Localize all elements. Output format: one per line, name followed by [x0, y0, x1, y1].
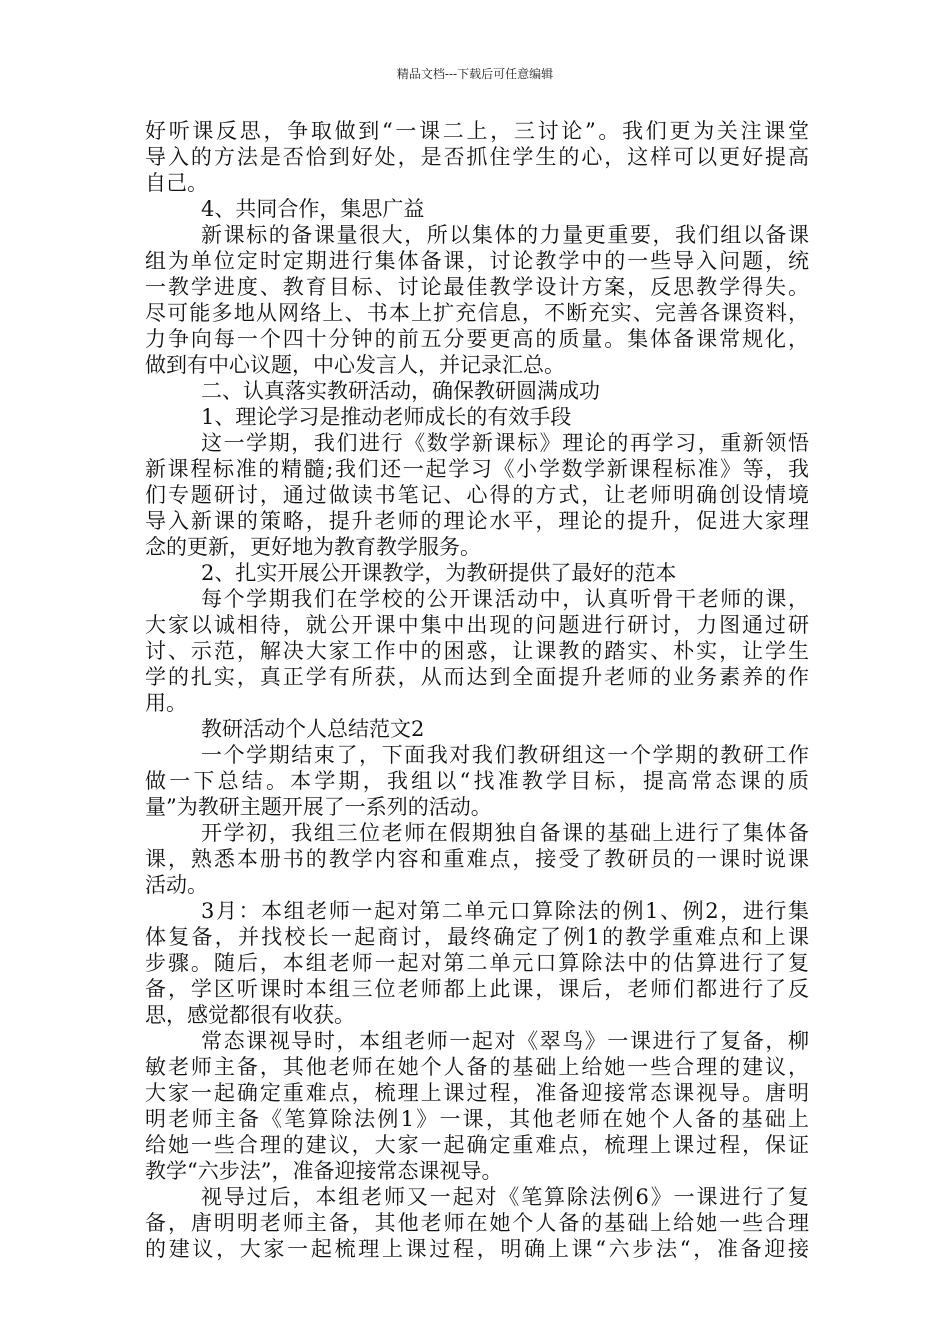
text-line: 敏老师主备，其他老师在她个人备的基础上给她一些合理的建议， — [145, 1055, 809, 1079]
text-line: 学的扎实，真正学有所获，从而达到全面提升老师的业务素养的作 — [145, 665, 809, 689]
text-line: 们专题研讨，通过做读书笔记、心得的方式，让老师明确创设情境 — [145, 483, 809, 507]
text-line: 常态课视导时，本组老师一起对《翠鸟》一课进行了复备，柳 — [201, 1029, 809, 1053]
text-line: 2、扎实开展公开课教学，为教研提供了最好的范本 — [201, 561, 677, 585]
text-line: 念的更新，更好地为教育教学服务。 — [145, 535, 481, 559]
text-line: 视导过后，本组老师又一起对《笔算除法例6》一课进行了复 — [201, 1185, 809, 1209]
text-line: 一教学进度、教育目标、讨论最佳教学设计方案，反思教学得失。 — [145, 275, 809, 299]
text-line: 做到有中心议题，中心发言人，并记录汇总。 — [145, 353, 565, 377]
text-line: 步骤。随后，本组老师一起对第二单元口算除法中的估算进行了复 — [145, 951, 809, 975]
text-line: 思，感觉都很有收获。 — [145, 1003, 355, 1027]
page-header: 精品文档---下载后可任意编辑 — [396, 67, 554, 81]
text-line: 给她一些合理的建议，大家一起确定重难点，梳理上课过程，保证 — [145, 1133, 809, 1157]
text-line: 组为单位定时定期进行集体备课，讨论教学中的一些导入问题，统 — [145, 249, 809, 273]
text-line: 二、认真落实教研活动，确保教研圆满成功 — [201, 379, 600, 403]
text-line: 新课程标准的精髓;我们还一起学习《小学数学新课程标准》等，我 — [145, 457, 809, 481]
text-line: 量”为教研主题开展了一系列的活动。 — [145, 795, 492, 819]
text-line: 这一学期，我们进行《数学新课标》理论的再学习，重新领悟 — [201, 431, 809, 455]
text-line: 明老师主备《笔算除法例1》一课，其他老师在她个人备的基础上 — [145, 1107, 809, 1131]
text-line: 做一下总结。本学期，我组以“找准教学目标，提高常态课的质 — [145, 769, 809, 793]
text-line: 力争向每一个四十分钟的前五分要更高的质量。集体备课常规化， — [145, 327, 809, 351]
text-line: 备，学区听课时本组三位老师都上此课，课后，老师们都进行了反 — [145, 977, 809, 1001]
text-line: 1、理论学习是推动老师成长的有效手段 — [201, 405, 572, 429]
text-line: 导入新课的策略，提升老师的理论水平，理论的提升，促进大家理 — [145, 509, 809, 533]
text-line: 课，熟悉本册书的教学内容和重难点，接受了教研员的一课时说课 — [145, 847, 809, 871]
text-line: 导入的方法是否恰到好处，是否抓住学生的心，这样可以更好提高 — [145, 145, 809, 169]
text-line: 大家一起确定重难点，梳理上课过程，准备迎接常态课视导。唐明 — [145, 1081, 809, 1105]
text-line: 3月：本组老师一起对第二单元口算除法的例1、例2，进行集 — [201, 899, 809, 923]
text-line: 用。 — [145, 691, 187, 715]
text-line: 自己。 — [145, 171, 208, 195]
text-line: 一个学期结束了，下面我对我们教研组这一个学期的教研工作 — [201, 743, 809, 767]
text-line: 讨、示范，解决大家工作中的困惑，让课教的踏实、朴实，让学生 — [145, 639, 809, 663]
text-line: 好听课反思，争取做到“一课二上，三讨论”。我们更为关注课堂 — [145, 119, 809, 143]
text-line: 每个学期我们在学校的公开课活动中，认真听骨干老师的课， — [201, 587, 809, 611]
text-line: 4、共同合作，集思广益 — [201, 197, 425, 221]
text-line: 备，唐明明老师主备，其他老师在她个人备的基础上给她一些合理 — [145, 1211, 809, 1235]
text-line: 大家以诚相待，就公开课中集中出现的问题进行研讨，力图通过研 — [145, 613, 809, 637]
text-line: 的建议，大家一起梳理上课过程，明确上课“六步法“，准备迎接 — [145, 1237, 809, 1261]
text-line: 开学初，我组三位老师在假期独自备课的基础上进行了集体备 — [201, 821, 809, 845]
text-line: 新课标的备课量很大，所以集体的力量更重要，我们组以备课 — [201, 223, 809, 247]
text-line: 尽可能多地从网络上、书本上扩充信息，不断充实、完善各课资料， — [145, 301, 809, 325]
text-line: 教学“六步法”，准备迎接常态课视导。 — [145, 1159, 503, 1183]
document-body — [145, 118, 809, 1262]
text-line: 体复备，并找校长一起商讨，最终确定了例1的教学重难点和上课 — [145, 925, 809, 949]
text-line: 教研活动个人总结范文2 — [201, 717, 425, 741]
text-line: 活动。 — [145, 873, 208, 897]
